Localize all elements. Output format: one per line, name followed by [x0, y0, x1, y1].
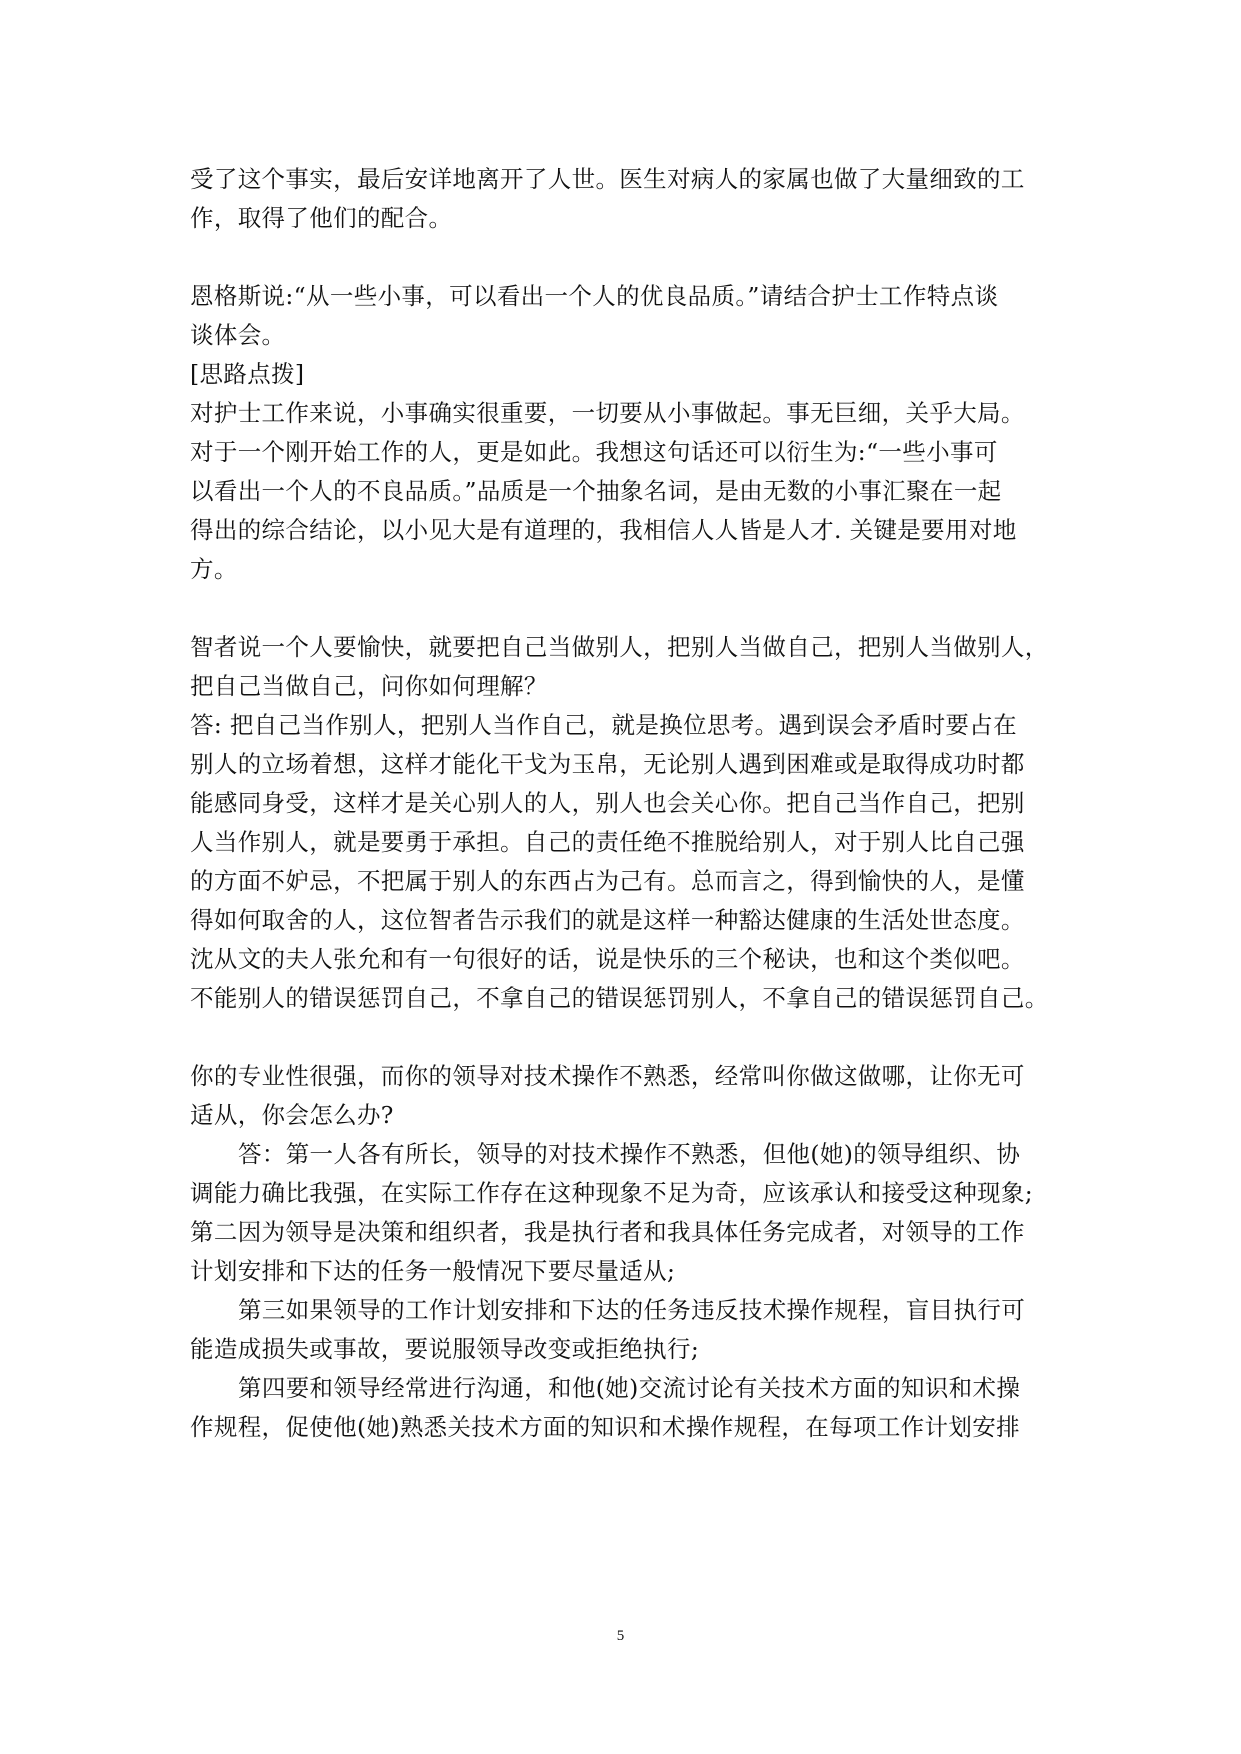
answer-text: 方。 — [190, 555, 238, 583]
question-section — [190, 277, 1060, 589]
answer-text: 调能力确比我强，在实际工作存在这种现象不足为奇，应该承认和接受这种现象; — [190, 1179, 1034, 1207]
question-text: 智者说一个人要愉快，就要把自己当做别人，把别人当做自己，把别人当做别人， — [190, 633, 1049, 661]
answer-text: 对于一个刚开始工作的人，更是如此。我想这句话还可以衍生为:“一些小事可 — [190, 438, 998, 466]
answer-text: 能感同身受，这样才是关心别人的人，别人也会关心你。把自己当作自己，把别 — [190, 789, 1025, 817]
answer-text: 计划安排和下达的任务一般情况下要尽量适从; — [190, 1257, 676, 1285]
answer-text: 不能别人的错误惩罚自己，不拿自己的错误惩罚别人，不拿自己的错误惩罚自己。 — [190, 984, 1049, 1012]
answer-text: 得出的综合结论，以小见大是有道理的，我相信人人皆是人才. 关键是要用对地 — [190, 516, 1017, 544]
answer-text: 的方面不妒忌，不把属于别人的东西占为己有。总而言之，得到愉快的人，是懂 — [190, 867, 1025, 895]
answer-text: 作规程，促使他(她)熟悉关技术方面的知识和术操作规程，在每项工作计划安排 — [190, 1413, 1020, 1441]
answer-text: 第四要和领导经常进行沟通，和他(她)交流讨论有关技术方面的知识和术操 — [238, 1374, 1021, 1402]
question-text: 把自己当做自己，问你如何理解？ — [190, 672, 548, 700]
text-line: 受了这个事实，最后安详地离开了人世。医生对病人的家属也做了大量细致的工 — [190, 165, 1025, 193]
question-text: 恩格斯说:“从一些小事，可以看出一个人的优良品质。”请结合护士工作特点谈 — [190, 282, 999, 310]
answer-text: 第三如果领导的工作计划安排和下达的任务违反技术操作规程，盲目执行可 — [238, 1296, 1026, 1324]
question-text: 你的专业性很强，而你的领导对技术操作不熟悉，经常叫你做这做哪，让你无可 — [190, 1062, 1025, 1090]
question-text: 适从，你会怎么办? — [190, 1101, 394, 1129]
section-heading: [思路点拨] — [190, 360, 305, 388]
answer-text: 能造成损失或事故，要说服领导改变或拒绝执行; — [190, 1335, 700, 1363]
answer-text: 答：第一人各有所长，领导的对技术操作不熟悉，但他(她)的领导组织、协 — [238, 1140, 1021, 1168]
question-section — [190, 628, 1060, 1018]
question-text: 谈体会。 — [190, 321, 286, 349]
answer-text: 对护士工作来说，小事确实很重要，一切要从小事做起。事无巨细，关乎大局。 — [190, 399, 1025, 427]
text-line: 作，取得了他们的配合。 — [190, 204, 453, 232]
page-number: 5 — [616, 1628, 625, 1644]
answer-text: 以看出一个人的不良品质。”品质是一个抽象名词，是由无数的小事汇聚在一起 — [190, 477, 1002, 505]
answer-text: 第二因为领导是决策和组织者，我是执行者和我具体任务完成者，对领导的工作 — [190, 1218, 1025, 1246]
answer-text: 沈从文的夫人张允和有一句很好的话，说是快乐的三个秘诀，也和这个类似吧。 — [190, 945, 1025, 973]
answer-text: 答: 把自己当作别人，把别人当作自己，就是换位思考。遇到误会矛盾时要占在 — [190, 711, 1017, 739]
answer-text: 得如何取舍的人，这位智者告示我们的就是这样一种豁达健康的生活处世态度。 — [190, 906, 1025, 934]
paragraph — [190, 160, 1060, 238]
paragraph-gap — [190, 1018, 1060, 1057]
document-body — [190, 160, 1060, 1447]
question-section — [190, 1057, 1060, 1447]
paragraph-gap — [190, 238, 1060, 277]
paragraph-gap — [190, 589, 1060, 628]
answer-text: 别人的立场着想，这样才能化干戈为玉帛，无论别人遇到困难或是取得成功时都 — [190, 750, 1025, 778]
answer-text: 人当作别人，就是要勇于承担。自己的责任绝不推脱给别人，对于别人比自己强 — [190, 828, 1025, 856]
